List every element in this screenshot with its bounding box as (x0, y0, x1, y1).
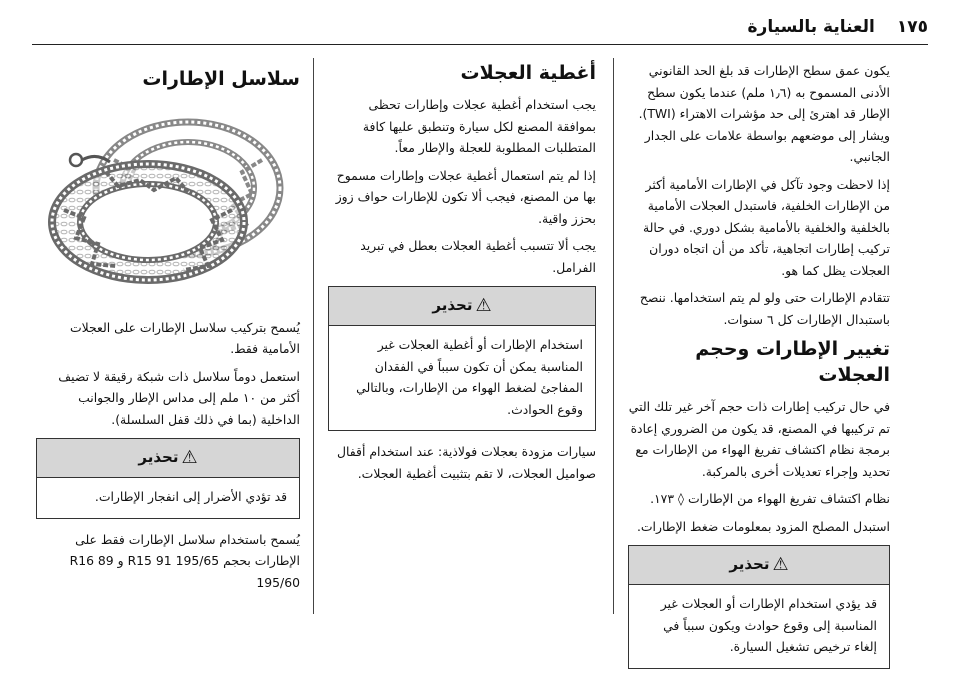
section-heading: أغطية العجلات (460, 62, 596, 84)
warning-text: استخدام الإطارات أو أغطية العجلات غير المناسبة يمكن أن تكون سبباً في الفقدان المفاجئ لضغط الهواء من الإطارات، وبالتالي وقوع الحوادث. (356, 337, 583, 417)
warning-header (329, 287, 595, 326)
warning-text: قد تؤدي الأضرار إلى انفجار الإطارات. (94, 489, 287, 504)
paragraph: إذا لم يتم استعمال أغطية عجلات وإطارات مسموح بها من المصنع، فيجب ألا تكون للإطارات حواف زوز بحزز واقية. (335, 167, 596, 226)
column-tire-chains (36, 60, 300, 599)
paragraph: استبدل المصلح المزود بمعلومات ضغط الإطارات. (636, 518, 890, 534)
cross-reference: نظام اكتشاف تفريغ الهواء من الإطارات ◊ ١٧٣. (650, 491, 890, 506)
paragraph: يُسمح بتركيب سلاسل الإطارات على العجلات الأمامية فقط. (69, 319, 300, 356)
warning-box (628, 545, 890, 669)
paragraph: يُسمح باستخدام سلاسل الإطارات فقط على الإطارات بحجم R15 91 195/65 و R16 89 195/60 (69, 531, 300, 590)
warning-box (328, 286, 596, 431)
tire-chain-illustration (36, 100, 300, 307)
warning-box (36, 438, 300, 519)
header-rule (32, 44, 928, 45)
warning-header (629, 546, 889, 585)
paragraph: استعمل دوماً سلاسل ذات شبكة رقيقة لا تضيف أكثر من ١٠ ملم إلى مداس الإطار والجوانب الداخلية (بما في ذلك قفل السلسلة). (58, 368, 300, 427)
column-separator (613, 58, 614, 614)
warning-title: تحذير (432, 296, 473, 315)
page-number: ١٧٥ (896, 17, 928, 37)
warning-text: قد يؤدي استخدام الإطارات أو العجلات غير المناسبة إلى وقوع حوادث ويكون سبباً في إلغاء ترخيص تشغيل السيارة. (660, 596, 877, 654)
column-tread-depth (628, 60, 890, 679)
paragraph: يجب استخدام أغطية عجلات وإطارات تحظى بموافقة المصنع لكل سيارة وتنطبق عليها كافة المتطلبات المطلوبة للعجلة والإطار معاً. (362, 97, 596, 155)
page-header (32, 14, 928, 40)
warning-title: تحذير (729, 555, 770, 574)
warning-header (37, 439, 299, 478)
warning-triangle-icon: ⚠ (181, 447, 198, 469)
paragraph: يجب ألا تتسبب أغطية العجلات بعطل في تبريد الفرامل. (360, 238, 596, 275)
warning-triangle-icon: ⚠ (475, 295, 492, 317)
paragraph: يكون عمق سطح الإطارات قد بلغ الحد القانوني الأدنى المسموح به (١٫٦ ملم) عندما يكون سطح الإطار قد اهترئ إلى حد مؤشرات الاهتراء (TWI). ويشار إلى موضعهم بواسطة علامات على الجدار الجانبي. (638, 63, 890, 164)
tire-chain-icon (36, 100, 300, 300)
warning-title: تحذير (138, 448, 179, 467)
paragraph: إذا لاحظت وجود تآكل في الإطارات الأمامية أكثر من الإطارات الخلفية، فاستبدل العجلات الأمامية بالخلفية والخلفية بالأمامية بشكل دوري. في حالة تركيب إطارات اتجاهية، تأكد من أن اتجاه دوران العجلات يظل كما هو. (642, 176, 890, 278)
paragraph: تتقادم الإطارات حتى ولو لم يتم استخدامها. ننصح باستبدال الإطارات كل ٦ سنوات. (639, 290, 890, 327)
section-heading: تغيير الإطارات وحجم العجلات (695, 338, 890, 386)
warning-triangle-icon: ⚠ (772, 554, 789, 576)
section-heading: سلاسل الإطارات (142, 68, 300, 90)
column-separator (313, 58, 314, 614)
paragraph: سيارات مزودة بعجلات فولاذية: عند استخدام أقفال صواميل العجلات، لا تقم بتثبيت أغطية العجلات. (337, 444, 596, 481)
chapter-title: العناية بالسيارة (747, 17, 875, 37)
paragraph: في حال تركيب إطارات ذات حجم آخر غير تلك التي تم تركيبها في المصنع، قد يكون من الضروري إعادة برمجة نظام اكتشاف تفريغ الهواء من الإطارات مع تحديد وإجراء تعديلات أخرى بالمركبة. (628, 399, 890, 479)
column-wheel-covers (328, 60, 596, 490)
